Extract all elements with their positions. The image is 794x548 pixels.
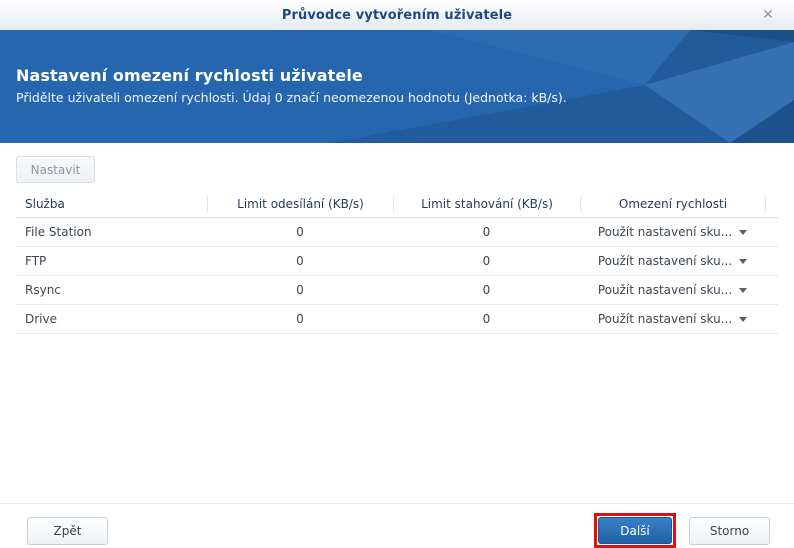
speed-limit-dropdown[interactable] — [580, 276, 765, 304]
speed-limit-dropdown-label: Použít nastavení sku... — [597, 312, 733, 326]
speed-limit-table — [16, 190, 778, 334]
speed-limit-dropdown[interactable] — [580, 247, 765, 275]
step-subheading: Přidělte uživateli omezení rychlosti. Údaj 0 značí neomezenou hodnotu (Jednotka: kB/s). — [16, 90, 567, 105]
column-header-download-limit: Limit stahování (KB/s) — [393, 195, 580, 213]
service-name: Drive — [25, 312, 57, 326]
dialog-titlebar — [0, 0, 794, 30]
download-limit-value: 0 — [482, 254, 491, 268]
content-area — [0, 143, 794, 334]
download-limit-value: 0 — [482, 312, 491, 326]
upload-limit-value: 0 — [296, 225, 304, 239]
column-header-stub — [765, 195, 778, 213]
cancel-button[interactable]: Storno — [689, 517, 770, 545]
set-button[interactable]: Nastavit — [16, 156, 95, 183]
column-header-upload-limit: Limit odesílání (KB/s) — [207, 195, 393, 213]
back-button[interactable]: Zpět — [27, 517, 108, 545]
close-icon[interactable]: ✕ — [762, 7, 774, 23]
chevron-down-icon — [739, 230, 747, 235]
service-name: Rsync — [25, 283, 61, 297]
dialog-footer — [0, 503, 794, 548]
table-header-row — [16, 190, 778, 218]
chevron-down-icon — [739, 259, 747, 264]
column-header-service: Služba — [25, 196, 65, 211]
table-row-file-station — [16, 218, 778, 247]
wizard-step-header — [0, 30, 794, 143]
table-row-ftp — [16, 247, 778, 276]
chevron-down-icon — [739, 288, 747, 293]
column-header-speed-limit: Omezení rychlosti — [580, 195, 765, 213]
upload-limit-value: 0 — [296, 312, 304, 326]
red-highlight-annotation — [594, 513, 676, 548]
speed-limit-dropdown-label: Použít nastavení sku... — [597, 254, 733, 268]
speed-limit-dropdown[interactable] — [580, 305, 765, 333]
speed-limit-dropdown-label: Použít nastavení sku... — [597, 283, 733, 297]
table-row-rsync — [16, 276, 778, 305]
step-heading: Nastavení omezení rychlosti uživatele — [16, 66, 363, 85]
table-row-drive — [16, 305, 778, 334]
speed-limit-dropdown[interactable] — [580, 218, 765, 246]
next-button[interactable]: Další — [598, 517, 672, 544]
service-name: FTP — [25, 254, 47, 268]
speed-limit-dropdown-label: Použít nastavení sku... — [597, 225, 733, 239]
download-limit-value: 0 — [482, 283, 491, 297]
upload-limit-value: 0 — [296, 283, 304, 297]
service-name: File Station — [25, 225, 92, 239]
dialog-title: Průvodce vytvořením uživatele — [281, 7, 513, 23]
download-limit-value: 0 — [482, 225, 491, 239]
upload-limit-value: 0 — [296, 254, 304, 268]
chevron-down-icon — [739, 317, 747, 322]
